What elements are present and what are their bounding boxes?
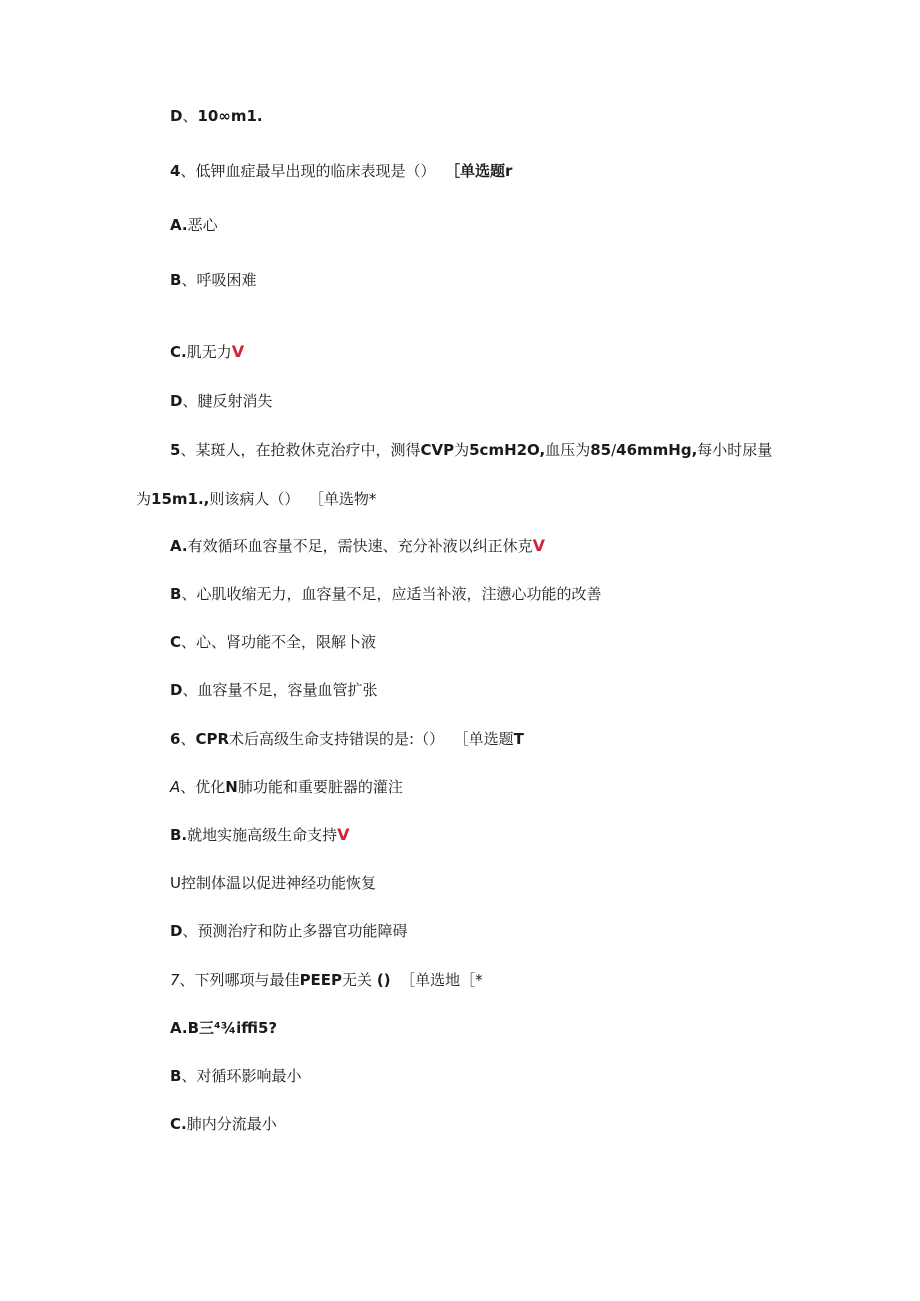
question-5-option-a bbox=[170, 536, 545, 556]
question-text: 为 bbox=[454, 441, 470, 459]
option-text: N bbox=[225, 778, 238, 796]
question-text: 每小时尿量 bbox=[697, 441, 773, 459]
question-6-option-b bbox=[170, 825, 350, 845]
option-text: U控制体温以促进神经功能恢复 bbox=[170, 874, 376, 892]
question-sep: 、 bbox=[180, 730, 196, 748]
option-text: 10∞m1. bbox=[197, 107, 263, 125]
option-text: 肌无力 bbox=[186, 343, 232, 361]
question-text: 15m1., bbox=[151, 490, 210, 508]
question-5-line-1 bbox=[170, 440, 772, 460]
option-letter: A bbox=[170, 778, 181, 796]
option-letter: B bbox=[170, 271, 182, 289]
question-text: 为 bbox=[136, 490, 152, 508]
question-text: 、下列哪项与最佳 bbox=[179, 971, 300, 989]
option-letter: D bbox=[170, 922, 183, 940]
question-text: CPR bbox=[195, 730, 230, 748]
question-text: 低钾血症最早出现的临床表现是（） bbox=[195, 162, 436, 180]
option-text: 、心肌收缩无力，血容量不足，应适当补液，注懑心功能的改善 bbox=[181, 585, 602, 603]
question-number: 4 bbox=[170, 162, 181, 180]
option-letter: C. bbox=[170, 343, 187, 361]
question-text: 术后高级生命支持错误的是:（） bbox=[229, 730, 445, 748]
option-letter: C bbox=[170, 633, 182, 651]
question-6-option-d bbox=[170, 921, 407, 941]
question-type-tag-end: T bbox=[513, 730, 524, 748]
question-sep: 、 bbox=[180, 162, 196, 180]
question-text: 5cmH2O, bbox=[469, 441, 546, 459]
option-text: 就地实施高级生命支持 bbox=[187, 826, 338, 844]
correct-answer-mark: V bbox=[337, 825, 350, 844]
question-text: () bbox=[376, 971, 391, 989]
option-text: 、心、肾功能不全，限解卜液 bbox=[181, 633, 377, 651]
question-text: 46mmHg, bbox=[616, 441, 698, 459]
option-text: 、血容量不足，容量血管扩张 bbox=[182, 681, 378, 699]
option-text: 肺功能和重要脏器的灌注 bbox=[237, 778, 403, 796]
question-type-tag: ［单选地［* bbox=[400, 971, 483, 989]
option-letter: D bbox=[170, 107, 183, 125]
option-letter: A. bbox=[170, 216, 188, 234]
option-text: 、预测治疗和防止多器官功能障碍 bbox=[182, 922, 408, 940]
question-6-option-c bbox=[170, 873, 376, 893]
option-letter: B bbox=[170, 1067, 182, 1085]
option-letter: C. bbox=[170, 1115, 187, 1133]
question-4-option-a bbox=[170, 215, 218, 235]
option-text: 肺内分流最小 bbox=[186, 1115, 277, 1133]
question-text: ∕ bbox=[611, 441, 617, 459]
question-text: 85 bbox=[590, 441, 612, 459]
question-4-option-c bbox=[170, 342, 244, 362]
option-text: 、呼吸困难 bbox=[181, 271, 257, 289]
question-type-tag: ［单选题r bbox=[445, 162, 513, 180]
question-7-option-c bbox=[170, 1114, 277, 1134]
option-letter: A. bbox=[170, 537, 188, 555]
question-7-option-a bbox=[170, 1018, 277, 1038]
question-number: 5 bbox=[170, 441, 181, 459]
question-type-tag: ［单选物* bbox=[308, 490, 377, 508]
question-5-option-b bbox=[170, 584, 601, 604]
question-4 bbox=[170, 161, 512, 181]
option-sep: 、 bbox=[182, 107, 198, 125]
question-text: PEEP bbox=[299, 971, 343, 989]
option-letter: D bbox=[170, 681, 183, 699]
option-letter: D bbox=[170, 392, 183, 410]
question-5-option-c bbox=[170, 632, 376, 652]
option-text: 有效循环血容量不足，需快速、充分补液以纠正休克 bbox=[187, 537, 533, 555]
option-text: 、腱反射消失 bbox=[182, 392, 273, 410]
question-text: 则该病人（） bbox=[209, 490, 300, 508]
question-7-option-b bbox=[170, 1066, 301, 1086]
question-type-tag: ［单选题 bbox=[453, 730, 514, 748]
question-4-option-b bbox=[170, 270, 256, 290]
option-letter: B. bbox=[170, 826, 188, 844]
question-number: 6 bbox=[170, 730, 181, 748]
correct-answer-mark: V bbox=[231, 342, 245, 361]
question-5-line-2 bbox=[136, 489, 376, 509]
question-text: 血压为 bbox=[545, 441, 591, 459]
option-d-prev-question bbox=[170, 106, 263, 126]
question-sep: 、 bbox=[180, 441, 196, 459]
question-5-option-d bbox=[170, 680, 377, 700]
correct-answer-mark: V bbox=[532, 536, 545, 555]
question-6-option-a bbox=[170, 777, 403, 797]
question-4-option-d bbox=[170, 391, 272, 411]
question-text: 某斑人，在抢救休克治疗中，测得 bbox=[195, 441, 421, 459]
question-7 bbox=[170, 970, 483, 990]
option-text: 恶心 bbox=[187, 216, 218, 234]
option-letter: B bbox=[170, 585, 182, 603]
option-text: A.B三⁴¾iffi5? bbox=[170, 1019, 278, 1037]
question-number: 7 bbox=[170, 971, 180, 989]
question-text: CVP bbox=[420, 441, 455, 459]
question-text: 无关 bbox=[342, 971, 373, 989]
option-text: 、优化 bbox=[180, 778, 226, 796]
option-text: 、对循环影响最小 bbox=[181, 1067, 302, 1085]
question-6 bbox=[170, 729, 524, 749]
